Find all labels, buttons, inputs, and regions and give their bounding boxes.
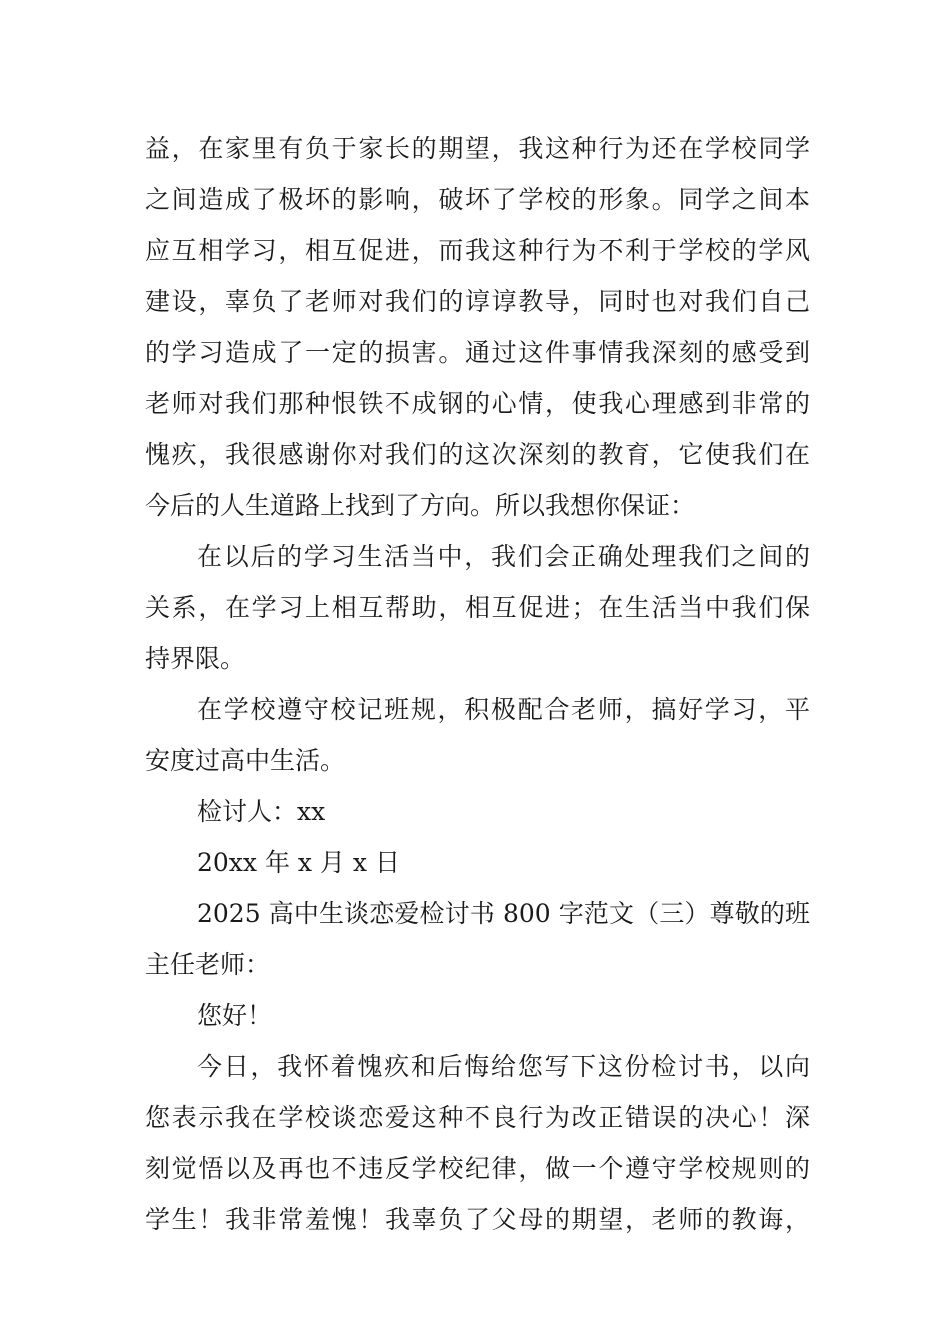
salutation-line: 主任老师： bbox=[145, 950, 271, 979]
text-line: 关系，在学习上相互帮助，相互促进；在生活当中我们保 bbox=[145, 593, 810, 622]
text-line: 您表示我在学校谈恋爱这种不良行为改正错误的决心！深 bbox=[145, 1103, 810, 1132]
text-line: 持界限。 bbox=[145, 644, 246, 673]
text-line: 的学习造成了一定的损害。通过这件事情我深刻的感受到 bbox=[145, 338, 810, 367]
text-line: 安度过高中生活。 bbox=[145, 746, 346, 775]
greeting-line: 您好！ bbox=[197, 1001, 273, 1030]
text-line: 之间造成了极坏的影响，破坏了学校的形象。同学之间本 bbox=[145, 185, 810, 214]
paragraph-first-line: 在以后的学习生活当中，我们会正确处理我们之间的 bbox=[197, 542, 810, 571]
text-line: 今后的人生道路上找到了方向。所以我想你保证： bbox=[145, 491, 696, 520]
text-line: 建设，辜负了老师对我们的谆谆教导，同时也对我们自己 bbox=[145, 287, 810, 316]
paragraph-first-line: 在学校遵守校记班规，积极配合老师，搞好学习，平 bbox=[197, 695, 810, 724]
section-heading-line: 2025 高中生谈恋爱检讨书 800 字范文（三）尊敬的班 bbox=[197, 899, 810, 928]
text-line: 应互相学习，相互促进，而我这种行为不利于学校的学风 bbox=[145, 236, 810, 265]
text-line: 学生！我非常羞愧！我辜负了父母的期望，老师的教诲， bbox=[145, 1205, 810, 1234]
text-line: 老师对我们那种恨铁不成钢的心情，使我心理感到非常的 bbox=[145, 389, 810, 418]
signer-line: 检讨人：xx bbox=[197, 797, 326, 826]
text-line: 愧疚，我很感谢你对我们的这次深刻的教育，它使我们在 bbox=[145, 440, 810, 469]
paragraph-first-line: 今日，我怀着愧疚和后悔给您写下这份检讨书，以向 bbox=[197, 1052, 810, 1081]
text-line: 刻觉悟以及再也不违反学校纪律，做一个遵守学校规则的 bbox=[145, 1154, 810, 1183]
text-line: 益，在家里有负于家长的期望，我这种行为还在学校同学 bbox=[145, 134, 810, 163]
date-line: 20xx 年 x 月 x 日 bbox=[197, 848, 400, 877]
